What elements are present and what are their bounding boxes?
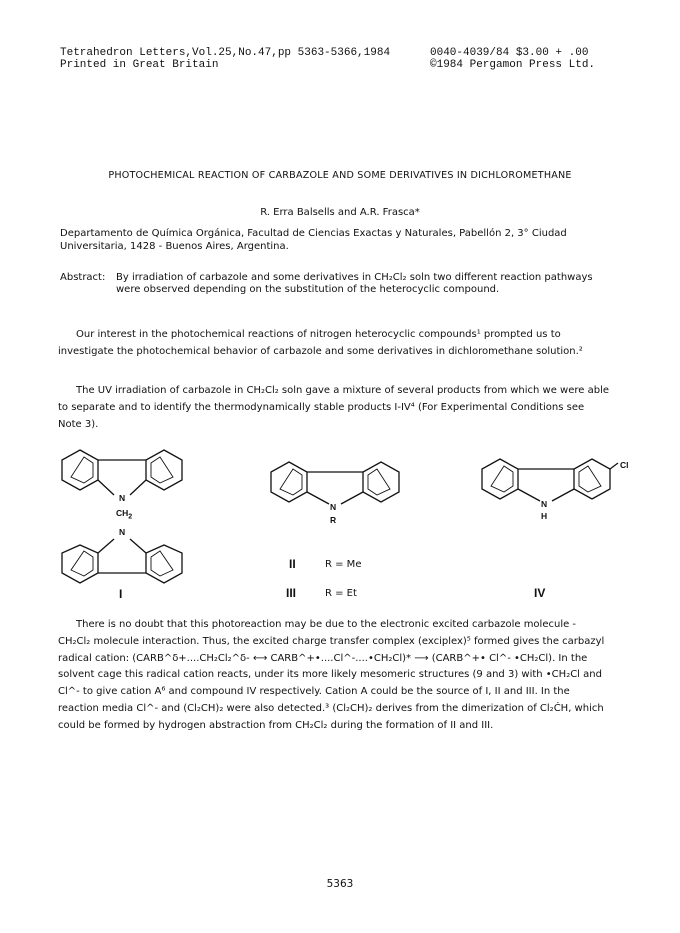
- structure-ii-iii-carbazole: [267, 460, 407, 510]
- paper-title: PHOTOCHEMICAL REACTION OF CARBAZOLE AND SOME DERIVATIVES IN DICHLOROMETHANE: [108, 170, 572, 181]
- atom-n-lower: N: [119, 527, 126, 537]
- paragraph-mechanism: [58, 617, 610, 735]
- paragraph-intro: [58, 327, 610, 361]
- printed-in: Printed in Great Britain: [60, 59, 219, 71]
- copyright: ©1984 Pergamon Press Ltd.: [430, 59, 596, 71]
- journal-citation: Tetrahedron Letters,Vol.25,No.47,pp 5363-5366,1984: [60, 47, 391, 59]
- atom-n-ii: N: [330, 502, 337, 512]
- label-compound-iv: IV: [534, 586, 546, 600]
- authors: R. Erra Balsells and A.R. Frasca*: [260, 207, 420, 218]
- affiliation: Departamento de Química Orgánica, Facultad de Ciencias Exactas y Naturales, Pabellón 2, 3° Ciudad Universitaria, 1428 - Buenos Aires, Argentina.: [60, 228, 567, 252]
- paragraph-irradiation: [58, 383, 610, 433]
- paragraph-irradiation-text: The UV irradiation of carbazole in CH₂Cl₂ soln gave a mixture of several products from which we were able to separate and to identify the thermodynamically stable products I-IV⁴ (For Experimental Conditions see Note 3).: [58, 385, 610, 430]
- label-r-me: R = Me: [325, 559, 362, 570]
- atom-n-iv: N: [541, 499, 548, 509]
- page-number: 5363: [326, 878, 354, 890]
- atom-ch2: [116, 508, 132, 521]
- atom-ch2-sub: 2: [128, 512, 133, 521]
- abstract-label: Abstract:: [60, 272, 106, 283]
- structure-i-lower-carbazole: [58, 537, 188, 593]
- label-r-et: R = Et: [325, 588, 357, 599]
- paragraph-mechanism-text: There is no doubt that this photoreaction may be due to the electronic excited carbazole molecule - CH₂Cl₂ molecule interaction. Thus, the excited charge transfer complex (exciplex)⁵ formed gives the carbazyl radical cation: (CARB^δ+....CH₂Cl₂^δ- ⟷ CARB^+•....Cl^-....•CH₂Cl)* ⟶ (CARB^+• Cl^- •CH₂Cl). In the solvent cage this radical cation reacts, under its more likely mesomeric structures (9 and 3) with •CH₂Cl and Cl^- to give cation A⁶ and compound IV respectively. Cation A could be the source of I, II and III. In the reaction media Cl^- and (Cl₂CH)₂ were also detected.³ (Cl₂CH)₂ derives from the dimerization of Cl₂ĊH, which could be formed by hydrogen abstraction from CH₂Cl₂ during the formation of II and III.: [58, 619, 605, 731]
- label-compound-iii: III: [286, 586, 297, 600]
- structure-iv-carbazole: [478, 457, 618, 507]
- paragraph-intro-text: Our interest in the photochemical reactions of nitrogen heterocyclic compounds¹ prompted us to investigate the photochemical behavior of carbazole and some derivatives in dichloromethane solution.²: [58, 329, 583, 357]
- label-compound-ii: II: [289, 557, 296, 571]
- atom-r-ii: R: [330, 515, 337, 525]
- atom-ch2-ch: CH: [116, 508, 129, 518]
- abstract-text: By irradiation of carbazole and some derivatives in CH₂Cl₂ soln two different reaction pathways were observed depending on the substitution of the heterocyclic compound.: [116, 272, 593, 295]
- issn-price: 0040-4039/84 $3.00 + .00: [430, 47, 589, 59]
- label-compound-i: I: [119, 587, 123, 601]
- atom-cl-iv: Cl: [620, 460, 629, 470]
- atom-n-upper: N: [119, 493, 126, 503]
- atom-h-iv: H: [541, 511, 548, 521]
